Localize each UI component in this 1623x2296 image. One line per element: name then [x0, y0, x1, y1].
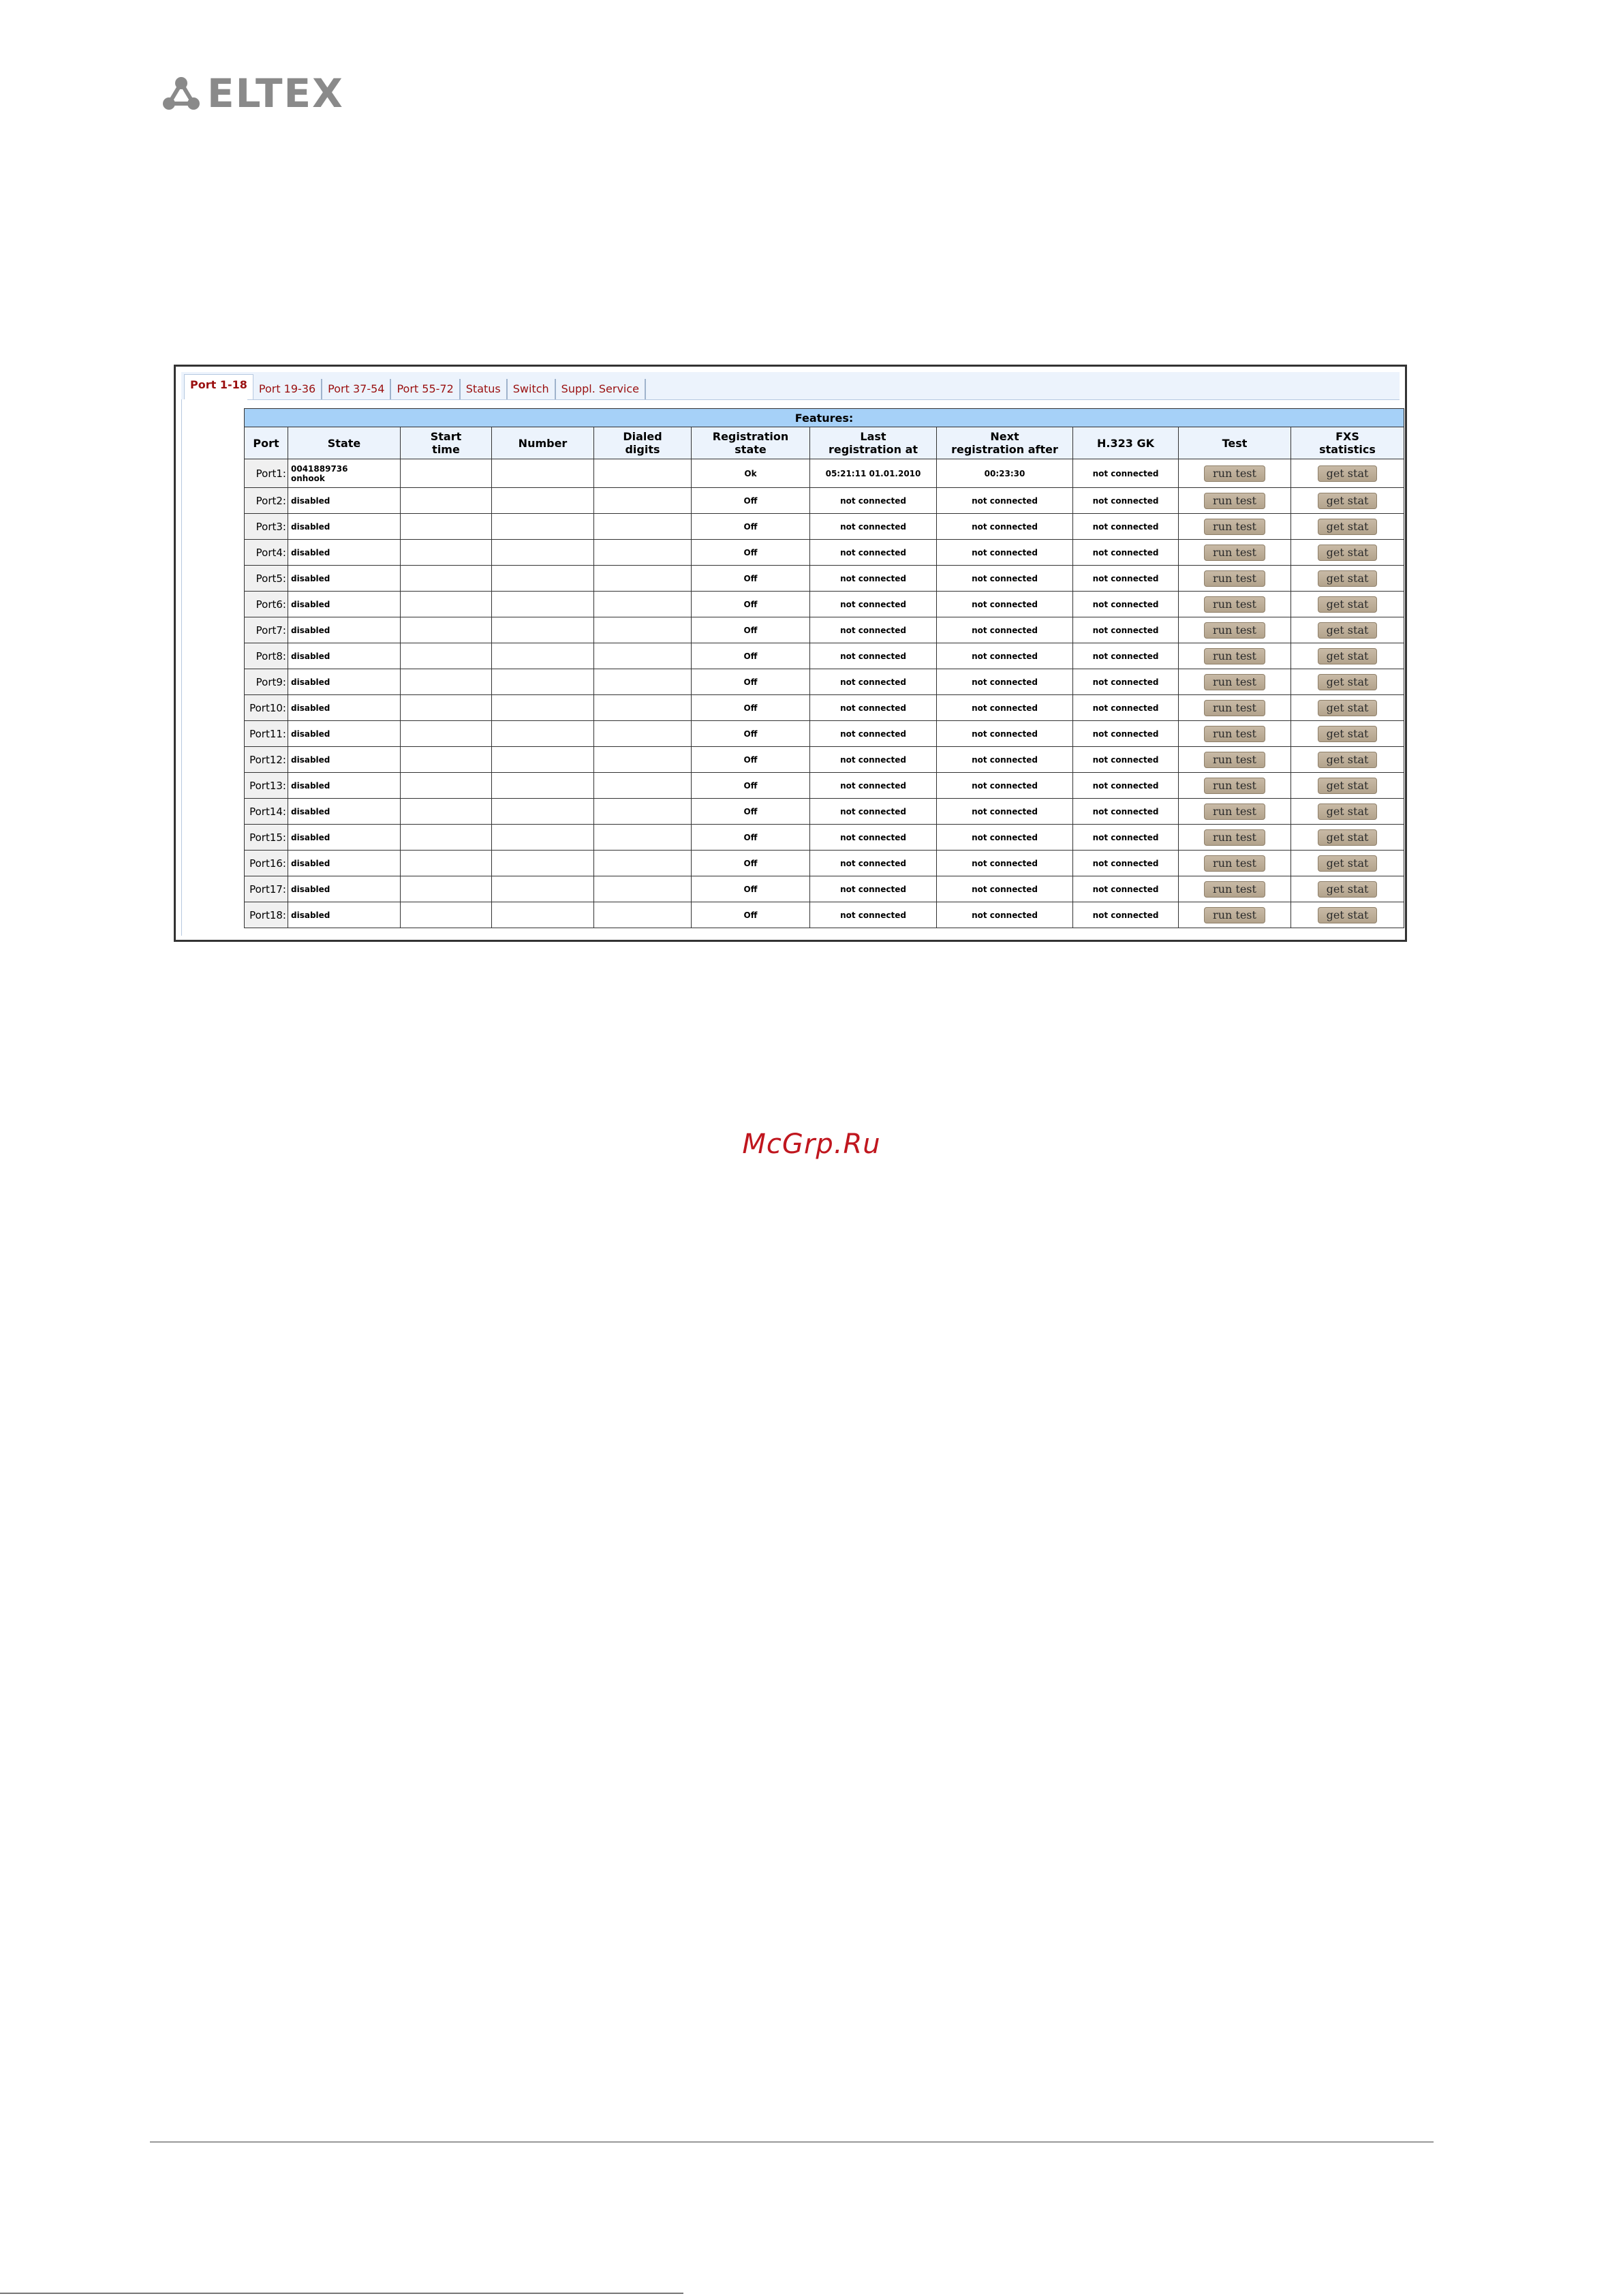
number-cell [492, 799, 594, 825]
get-stat-cell [1291, 747, 1404, 773]
run-test-button[interactable]: run test [1204, 545, 1265, 561]
run-test-cell [1179, 851, 1291, 876]
h323-gk-cell: not connected [1073, 876, 1179, 902]
number-cell [492, 695, 594, 721]
registration-state-cell: Off [692, 773, 810, 799]
h323-gk-cell: not connected [1073, 799, 1179, 825]
table-row [245, 540, 1404, 566]
h323-gk-cell: not connected [1073, 695, 1179, 721]
state-cell: disabled [288, 851, 401, 876]
get-stat-button[interactable]: get stat [1318, 596, 1378, 613]
left-panel [181, 399, 247, 936]
column-header: State [288, 427, 401, 459]
table-row [245, 514, 1404, 540]
dialed-digits-cell [594, 488, 692, 514]
h323-gk-cell: not connected [1073, 721, 1179, 747]
get-stat-cell [1291, 488, 1404, 514]
number-cell [492, 643, 594, 669]
tab-port-37-54[interactable]: Port 37-54 [322, 379, 391, 399]
start-time-cell [401, 851, 492, 876]
bottom-divider [0, 2293, 683, 2294]
port-cell: Port8: [245, 643, 288, 669]
watermark: McGrp.Ru [742, 1129, 881, 1160]
dialed-digits-cell [594, 799, 692, 825]
registration-state-cell: Off [692, 566, 810, 592]
tab-suppl-service[interactable]: Suppl. Service [556, 379, 646, 399]
h323-gk-cell: not connected [1073, 643, 1179, 669]
next-registration-cell: not connected [937, 592, 1073, 617]
next-registration-cell: not connected [937, 669, 1073, 695]
registration-state-cell: Off [692, 669, 810, 695]
get-stat-button[interactable]: get stat [1318, 674, 1378, 690]
state-cell: disabled [288, 540, 401, 566]
get-stat-button[interactable]: get stat [1318, 855, 1378, 872]
h323-gk-cell: not connected [1073, 825, 1179, 851]
port-cell: Port2: [245, 488, 288, 514]
footer-divider [150, 2141, 1434, 2143]
run-test-cell [1179, 617, 1291, 643]
registration-state-cell: Off [692, 747, 810, 773]
port-cell: Port9: [245, 669, 288, 695]
start-time-cell [401, 825, 492, 851]
next-registration-cell: not connected [937, 747, 1073, 773]
dialed-digits-cell [594, 514, 692, 540]
table-row [245, 643, 1404, 669]
dialed-digits-cell [594, 592, 692, 617]
dialed-digits-cell [594, 902, 692, 928]
number-cell [492, 592, 594, 617]
start-time-cell [401, 695, 492, 721]
features-caption: Features: [245, 409, 1404, 427]
last-registration-cell: not connected [810, 540, 937, 566]
registration-state-cell: Off [692, 902, 810, 928]
start-time-cell [401, 721, 492, 747]
h323-gk-cell: not connected [1073, 540, 1179, 566]
last-registration-cell: not connected [810, 876, 937, 902]
start-time-cell [401, 566, 492, 592]
port-cell: Port18: [245, 902, 288, 928]
get-stat-cell [1291, 851, 1404, 876]
dialed-digits-cell [594, 825, 692, 851]
run-test-cell [1179, 773, 1291, 799]
run-test-cell [1179, 799, 1291, 825]
get-stat-button[interactable]: get stat [1318, 570, 1378, 587]
next-registration-cell: not connected [937, 540, 1073, 566]
dialed-digits-cell [594, 540, 692, 566]
table-row [245, 617, 1404, 643]
dialed-digits-cell [594, 876, 692, 902]
state-cell: disabled [288, 876, 401, 902]
last-registration-cell: not connected [810, 592, 937, 617]
last-registration-cell: not connected [810, 643, 937, 669]
start-time-cell [401, 592, 492, 617]
get-stat-button[interactable]: get stat [1318, 545, 1378, 561]
web-ui-frame [174, 365, 1407, 942]
last-registration-cell: not connected [810, 825, 937, 851]
run-test-button[interactable]: run test [1204, 726, 1265, 742]
get-stat-cell [1291, 825, 1404, 851]
dialed-digits-cell [594, 773, 692, 799]
get-stat-cell [1291, 566, 1404, 592]
get-stat-cell [1291, 876, 1404, 902]
state-cell: disabled [288, 488, 401, 514]
h323-gk-cell: not connected [1073, 592, 1179, 617]
last-registration-cell: not connected [810, 747, 937, 773]
table-row [245, 799, 1404, 825]
run-test-button[interactable]: run test [1204, 519, 1265, 535]
next-registration-cell: 00:23:30 [937, 459, 1073, 488]
state-cell: disabled [288, 566, 401, 592]
number-cell [492, 459, 594, 488]
registration-state-cell: Off [692, 488, 810, 514]
last-registration-cell: not connected [810, 799, 937, 825]
state-cell: disabled [288, 617, 401, 643]
registration-state-cell: Off [692, 643, 810, 669]
last-registration-cell: not connected [810, 617, 937, 643]
start-time-cell [401, 747, 492, 773]
next-registration-cell: not connected [937, 721, 1073, 747]
registration-state-cell: Off [692, 825, 810, 851]
next-registration-cell: not connected [937, 876, 1073, 902]
table-row [245, 459, 1404, 488]
run-test-button[interactable]: run test [1204, 829, 1265, 846]
dialed-digits-cell [594, 695, 692, 721]
column-header: Number [492, 427, 594, 459]
dialed-digits-cell [594, 566, 692, 592]
run-test-cell [1179, 902, 1291, 928]
h323-gk-cell: not connected [1073, 851, 1179, 876]
state-cell: disabled [288, 592, 401, 617]
number-cell [492, 566, 594, 592]
run-test-button[interactable]: run test [1204, 881, 1265, 898]
tab-switch[interactable]: Switch [508, 379, 556, 399]
start-time-cell [401, 459, 492, 488]
port-cell: Port10: [245, 695, 288, 721]
get-stat-button[interactable]: get stat [1318, 648, 1378, 664]
get-stat-button[interactable]: get stat [1318, 622, 1378, 639]
number-cell [492, 721, 594, 747]
state-cell: disabled [288, 643, 401, 669]
last-registration-cell: not connected [810, 514, 937, 540]
dialed-digits-cell [594, 669, 692, 695]
port-cell: Port16: [245, 851, 288, 876]
get-stat-cell [1291, 592, 1404, 617]
next-registration-cell: not connected [937, 514, 1073, 540]
h323-gk-cell: not connected [1073, 566, 1179, 592]
get-stat-cell [1291, 514, 1404, 540]
start-time-cell [401, 617, 492, 643]
run-test-button[interactable]: run test [1204, 855, 1265, 872]
next-registration-cell: not connected [937, 851, 1073, 876]
get-stat-button[interactable]: get stat [1318, 726, 1378, 742]
get-stat-button[interactable]: get stat [1318, 700, 1378, 716]
registration-state-cell: Off [692, 799, 810, 825]
column-header: Last registration at [810, 427, 937, 459]
dialed-digits-cell [594, 721, 692, 747]
column-header: H.323 GK [1073, 427, 1179, 459]
state-cell: 0041889736 onhook [288, 459, 401, 488]
run-test-cell [1179, 669, 1291, 695]
run-test-cell [1179, 721, 1291, 747]
h323-gk-cell: not connected [1073, 514, 1179, 540]
get-stat-button[interactable]: get stat [1318, 803, 1378, 820]
run-test-cell [1179, 488, 1291, 514]
number-cell [492, 851, 594, 876]
next-registration-cell: not connected [937, 799, 1073, 825]
tab-bar [181, 372, 1400, 400]
get-stat-cell [1291, 695, 1404, 721]
run-test-cell [1179, 825, 1291, 851]
start-time-cell [401, 488, 492, 514]
table-row [245, 825, 1404, 851]
port-cell: Port12: [245, 747, 288, 773]
table-row [245, 566, 1404, 592]
registration-state-cell: Off [692, 592, 810, 617]
state-cell: disabled [288, 902, 401, 928]
column-header: Registration state [692, 427, 810, 459]
get-stat-cell [1291, 721, 1404, 747]
number-cell [492, 876, 594, 902]
run-test-button[interactable]: run test [1204, 596, 1265, 613]
column-header: Port [245, 427, 288, 459]
port-cell: Port5: [245, 566, 288, 592]
last-registration-cell: not connected [810, 669, 937, 695]
number-cell [492, 488, 594, 514]
eltex-logo [162, 70, 344, 117]
table-row [245, 592, 1404, 617]
get-stat-button[interactable]: get stat [1318, 881, 1378, 898]
h323-gk-cell: not connected [1073, 669, 1179, 695]
run-test-button[interactable]: run test [1204, 674, 1265, 690]
h323-gk-cell: not connected [1073, 617, 1179, 643]
run-test-button[interactable]: run test [1204, 648, 1265, 664]
run-test-button[interactable]: run test [1204, 622, 1265, 639]
state-cell: disabled [288, 514, 401, 540]
last-registration-cell: not connected [810, 851, 937, 876]
run-test-cell [1179, 592, 1291, 617]
ports-table [244, 408, 1404, 928]
next-registration-cell: not connected [937, 695, 1073, 721]
get-stat-cell [1291, 617, 1404, 643]
get-stat-button[interactable]: get stat [1318, 778, 1378, 794]
number-cell [492, 773, 594, 799]
port-cell: Port17: [245, 876, 288, 902]
run-test-cell [1179, 747, 1291, 773]
get-stat-cell [1291, 799, 1404, 825]
start-time-cell [401, 514, 492, 540]
port-cell: Port11: [245, 721, 288, 747]
number-cell [492, 617, 594, 643]
column-header: Dialed digits [594, 427, 692, 459]
last-registration-cell: not connected [810, 566, 937, 592]
port-cell: Port15: [245, 825, 288, 851]
table-row [245, 721, 1404, 747]
tab-status[interactable]: Status [461, 379, 508, 399]
start-time-cell [401, 876, 492, 902]
dialed-digits-cell [594, 617, 692, 643]
run-test-button[interactable]: run test [1204, 752, 1265, 768]
start-time-cell [401, 643, 492, 669]
get-stat-button[interactable]: get stat [1318, 465, 1378, 482]
registration-state-cell: Off [692, 851, 810, 876]
registration-state-cell: Ok [692, 459, 810, 488]
port-cell: Port3: [245, 514, 288, 540]
h323-gk-cell: not connected [1073, 488, 1179, 514]
last-registration-cell: 05:21:11 01.01.2010 [810, 459, 937, 488]
table-row [245, 902, 1404, 928]
port-cell: Port7: [245, 617, 288, 643]
get-stat-cell [1291, 902, 1404, 928]
run-test-button[interactable]: run test [1204, 700, 1265, 716]
start-time-cell [401, 540, 492, 566]
get-stat-cell [1291, 540, 1404, 566]
table-row [245, 851, 1404, 876]
port-cell: Port14: [245, 799, 288, 825]
last-registration-cell: not connected [810, 721, 937, 747]
column-header: Next registration after [937, 427, 1073, 459]
registration-state-cell: Off [692, 617, 810, 643]
run-test-button[interactable]: run test [1204, 465, 1265, 482]
dialed-digits-cell [594, 643, 692, 669]
run-test-button[interactable]: run test [1204, 803, 1265, 820]
logo-text: ELTEX [207, 70, 344, 117]
table-row [245, 669, 1404, 695]
number-cell [492, 669, 594, 695]
get-stat-button[interactable]: get stat [1318, 829, 1378, 846]
next-registration-cell: not connected [937, 617, 1073, 643]
next-registration-cell: not connected [937, 773, 1073, 799]
run-test-cell [1179, 643, 1291, 669]
run-test-cell [1179, 540, 1291, 566]
next-registration-cell: not connected [937, 566, 1073, 592]
port-cell: Port4: [245, 540, 288, 566]
number-cell [492, 902, 594, 928]
table-row [245, 747, 1404, 773]
column-header: Start time [401, 427, 492, 459]
tab-port-19-36[interactable]: Port 19-36 [253, 379, 322, 399]
start-time-cell [401, 799, 492, 825]
registration-state-cell: Off [692, 514, 810, 540]
dialed-digits-cell [594, 459, 692, 488]
number-cell [492, 747, 594, 773]
start-time-cell [401, 902, 492, 928]
next-registration-cell: not connected [937, 902, 1073, 928]
h323-gk-cell: not connected [1073, 902, 1179, 928]
get-stat-cell [1291, 773, 1404, 799]
number-cell [492, 540, 594, 566]
get-stat-cell [1291, 669, 1404, 695]
table-row [245, 876, 1404, 902]
last-registration-cell: not connected [810, 902, 937, 928]
get-stat-button[interactable]: get stat [1318, 752, 1378, 768]
state-cell: disabled [288, 669, 401, 695]
run-test-cell [1179, 514, 1291, 540]
state-cell: disabled [288, 721, 401, 747]
get-stat-button[interactable]: get stat [1318, 907, 1378, 923]
port-cell: Port13: [245, 773, 288, 799]
run-test-cell [1179, 876, 1291, 902]
last-registration-cell: not connected [810, 773, 937, 799]
state-cell: disabled [288, 747, 401, 773]
state-cell: disabled [288, 799, 401, 825]
run-test-button[interactable]: run test [1204, 493, 1265, 509]
number-cell [492, 825, 594, 851]
get-stat-cell [1291, 643, 1404, 669]
port-cell: Port1: [245, 459, 288, 488]
dialed-digits-cell [594, 747, 692, 773]
next-registration-cell: not connected [937, 643, 1073, 669]
h323-gk-cell: not connected [1073, 773, 1179, 799]
registration-state-cell: Off [692, 540, 810, 566]
tab-port-1-18[interactable]: Port 1-18 [184, 374, 253, 399]
get-stat-cell [1291, 459, 1404, 488]
registration-state-cell: Off [692, 695, 810, 721]
run-test-button[interactable]: run test [1204, 907, 1265, 923]
run-test-cell [1179, 695, 1291, 721]
get-stat-button[interactable]: get stat [1318, 519, 1378, 535]
next-registration-cell: not connected [937, 825, 1073, 851]
get-stat-button[interactable]: get stat [1318, 493, 1378, 509]
start-time-cell [401, 773, 492, 799]
run-test-button[interactable]: run test [1204, 778, 1265, 794]
column-header: FXS statistics [1291, 427, 1404, 459]
registration-state-cell: Off [692, 721, 810, 747]
h323-gk-cell: not connected [1073, 747, 1179, 773]
table-row [245, 488, 1404, 514]
table-row [245, 695, 1404, 721]
table-row [245, 773, 1404, 799]
state-cell: disabled [288, 695, 401, 721]
number-cell [492, 514, 594, 540]
column-header: Test [1179, 427, 1291, 459]
start-time-cell [401, 669, 492, 695]
state-cell: disabled [288, 773, 401, 799]
run-test-button[interactable]: run test [1204, 570, 1265, 587]
run-test-cell [1179, 459, 1291, 488]
h323-gk-cell: not connected [1073, 459, 1179, 488]
run-test-cell [1179, 566, 1291, 592]
state-cell: disabled [288, 825, 401, 851]
last-registration-cell: not connected [810, 695, 937, 721]
registration-state-cell: Off [692, 876, 810, 902]
last-registration-cell: not connected [810, 488, 937, 514]
eltex-nodes-icon [162, 76, 200, 110]
next-registration-cell: not connected [937, 488, 1073, 514]
tab-port-55-72[interactable]: Port 55-72 [391, 379, 460, 399]
port-cell: Port6: [245, 592, 288, 617]
dialed-digits-cell [594, 851, 692, 876]
